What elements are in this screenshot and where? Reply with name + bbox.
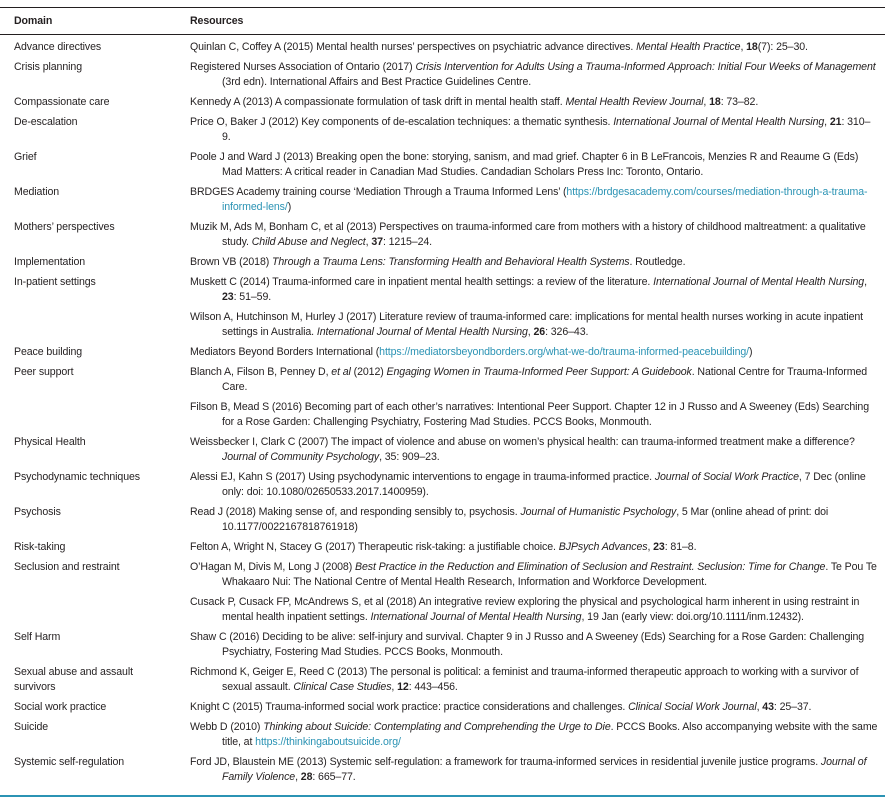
domain-cell: Peace building xyxy=(14,346,83,358)
text: : 326–43. xyxy=(545,326,589,338)
text: : 73–82. xyxy=(720,96,759,108)
resource-entry xyxy=(190,435,878,465)
domain-cell: Mothers’ perspectives xyxy=(14,221,115,233)
resource-entry xyxy=(190,40,878,55)
resource-entry xyxy=(190,60,878,90)
domain-cell: In-patient settings xyxy=(14,276,96,288)
resources-cell xyxy=(190,40,878,55)
domain-cell: Compassionate care xyxy=(14,96,110,108)
resource-link[interactable]: https://mediatorsbeyondborders.org/what-we-do/trauma-informed-peacebuilding/ xyxy=(379,346,750,358)
italic-text: Clinical Social Work Journal xyxy=(628,701,757,713)
text: Felton A, Wright N, Stacey G (2017) Therapeutic risk-taking: a justifiable choice. xyxy=(190,541,559,553)
bold-text: 12 xyxy=(397,681,409,693)
resources-cell xyxy=(190,255,878,270)
table-row xyxy=(14,665,878,695)
text: Weissbecker I, Clark C (2007) The impact of violence and abuse on women’s physical health: can trauma-informed treatment make a difference? xyxy=(190,436,855,448)
bold-text: 23 xyxy=(222,291,234,303)
resources-cell xyxy=(190,755,878,785)
bold-text: 18 xyxy=(746,41,758,53)
text: , xyxy=(527,326,534,338)
text: , 19 Jan (early view: doi.org/10.1111/inm.12432). xyxy=(581,611,804,623)
italic-text: Journal of Family Violence xyxy=(222,756,867,783)
table-row xyxy=(14,345,878,360)
domain-cell: Mediation xyxy=(14,186,60,198)
text: Cusack P, Cusack FP, McAndrews S, et al (2018) An integrative review exploring the physical and psychological harm inherent in using restraint in mental health inpatient settings. xyxy=(190,596,860,623)
table-row xyxy=(14,435,878,465)
text: Richmond K, Geiger E, Reed C (2013) The personal is political: a feminist and trauma-informed therapeutic approach to working with a survivor of sexual assault. xyxy=(190,666,859,693)
bold-text: 23 xyxy=(653,541,665,553)
text: : 310–9. xyxy=(222,116,871,143)
italic-text: Crisis Intervention for Adults Using a Trauma-Informed Approach: Initial Four Weeks of Management xyxy=(415,61,876,73)
resources-cell xyxy=(190,665,878,695)
text: , xyxy=(365,236,372,248)
bold-text: 43 xyxy=(762,701,774,713)
italic-text: International Journal of Mental Health Nursing xyxy=(316,326,528,338)
italic-text: Mental Health Practice xyxy=(636,41,741,53)
resources-cell xyxy=(190,630,878,660)
resource-entry xyxy=(190,345,878,360)
resources-cell xyxy=(190,720,878,750)
text: Muskett C (2014) Trauma-informed care in inpatient mental health settings: a review of the literature. xyxy=(190,276,654,288)
resource-entry xyxy=(190,185,878,215)
domain-cell: Psychodynamic techniques xyxy=(14,471,140,483)
domain-cell: Social work practice xyxy=(14,701,107,713)
resource-entry xyxy=(190,220,878,250)
table-row xyxy=(14,720,878,750)
table-row xyxy=(14,60,878,90)
resources-cell xyxy=(190,435,878,465)
domain-cell: Self Harm xyxy=(14,631,61,643)
resources-cell xyxy=(190,220,878,250)
resources-cell xyxy=(190,95,878,110)
table-row xyxy=(14,275,878,340)
text: . Te Pou Te Whakaaro Nui: The National Centre of Mental Health Research, Information and Workforce Development. xyxy=(222,561,877,588)
resource-entry xyxy=(190,755,878,785)
text: ) xyxy=(749,346,753,358)
domain-cell: Sexual abuse and assault survivors xyxy=(14,666,133,693)
resource-entry xyxy=(190,365,878,395)
text: Poole J and Ward J (2013) Breaking open the bone: storying, sanism, and mad grief. Chapter 6 in B LeFrancois, Menzies R and Reaume G (Eds) Mad Matters: A critical reader in Canadian Mad Studies. Candadian Scholars Press Inc: Toronto, Ontario. xyxy=(190,151,859,178)
text: Mediators Beyond Borders International ( xyxy=(190,346,380,358)
domain-cell: Peer support xyxy=(14,366,74,378)
domain-cell: Psychosis xyxy=(14,506,61,518)
table-row xyxy=(14,505,878,535)
italic-text: et al xyxy=(331,366,354,378)
text: ) xyxy=(287,201,292,213)
resource-entry xyxy=(190,665,878,695)
italic-text: Mental Health Review Journal xyxy=(565,96,704,108)
text: , xyxy=(740,41,747,53)
text: : 51–59. xyxy=(233,291,272,303)
domain-cell: Systemic self-regulation xyxy=(14,756,125,768)
italic-text: BJPsych Advances xyxy=(558,541,648,553)
table-row xyxy=(14,115,878,145)
text: Alessi EJ, Kahn S (2017) Using psychodynamic interventions to engage in trauma-informed practice. xyxy=(190,471,655,483)
resources-cell xyxy=(190,365,878,430)
text: Knight C (2015) Trauma-informed social work practice: practice considerations and challenges. xyxy=(190,701,629,713)
italic-text: Child Abuse and Neglect xyxy=(251,236,366,248)
table-row xyxy=(14,220,878,250)
text: . Routledge. xyxy=(629,256,686,268)
text: O’Hagan M, Divis M, Long J (2008) xyxy=(190,561,355,573)
domain-cell: Seclusion and restraint xyxy=(14,561,120,573)
table-row xyxy=(14,630,878,660)
italic-text: International Journal of Mental Health Nursing xyxy=(613,116,825,128)
italic-text: Journal of Social Work Practice xyxy=(654,471,799,483)
bold-text: 21 xyxy=(829,116,842,128)
text: , 7 Dec (online only: doi: 10.1080/02650533.2017.1400959). xyxy=(222,471,866,498)
table-row xyxy=(14,755,878,785)
text: : 1215–24. xyxy=(382,236,433,248)
table-row xyxy=(14,150,878,180)
resources-cell xyxy=(190,185,878,215)
resource-entry xyxy=(190,275,878,305)
resource-entry xyxy=(190,400,878,430)
text: , 35: 909–23. xyxy=(379,451,440,463)
table-row xyxy=(14,255,878,270)
resources-cell xyxy=(190,345,878,360)
table-row xyxy=(14,700,878,715)
resource-entry xyxy=(190,720,878,750)
italic-text: International Journal of Mental Health Nursing xyxy=(370,611,582,623)
resources-cell xyxy=(190,560,878,625)
resource-entry xyxy=(190,595,878,625)
domain-cell: Advance directives xyxy=(14,41,102,53)
italic-text: Engaging Women in Trauma-Informed Peer Support: A Guidebook xyxy=(386,366,692,378)
resource-link[interactable]: https://thinkingaboutsuicide.org/ xyxy=(255,736,401,748)
text: : 81–8. xyxy=(664,541,697,553)
text: (7): 25–30. xyxy=(757,41,808,53)
resource-link[interactable]: https://brdgesacademy.com/courses/mediation-through-a-trauma-informed-lens/ xyxy=(222,186,868,213)
text: , xyxy=(703,96,710,108)
text: Shaw C (2016) Deciding to be alive: self-injury and survival. Chapter 9 in J Russo and A Sweeney (Eds) Searching for a Rose Garden: Challenging Psychiatry, Fostering Mad Studies. PCCS Books, Monmouth. xyxy=(190,631,865,658)
resource-entry xyxy=(190,700,878,715)
domain-cell: Crisis planning xyxy=(14,61,82,73)
domain-cell: Grief xyxy=(14,151,37,163)
resources-cell xyxy=(190,150,878,180)
text: . PCCS Books. Also accompanying website with the same title, at xyxy=(222,721,878,748)
italic-text: Thinking about Suicide: Contemplating and Comprehending the Urge to Die xyxy=(263,721,611,733)
table-row xyxy=(14,365,878,430)
resource-entry xyxy=(190,630,878,660)
domain-cell: Physical Health xyxy=(14,436,86,448)
table-row xyxy=(14,40,878,55)
table-row xyxy=(14,540,878,555)
text: Ford JD, Blaustein ME (2013) Systemic self-regulation: a framework for trauma-informed services in residential juvenile justice programs. xyxy=(190,756,821,768)
text: (3rd edn). International Affairs and Best Practice Guidelines Centre. xyxy=(222,76,532,88)
italic-text: Clinical Case Studies xyxy=(293,681,392,693)
italic-text: Journal of Community Psychology xyxy=(222,451,380,463)
table-row xyxy=(14,95,878,110)
table-row xyxy=(14,470,878,500)
column-header-resources: Resources xyxy=(190,15,244,27)
resources-cell xyxy=(190,60,878,90)
text: , xyxy=(647,541,654,553)
resources-cell xyxy=(190,115,878,145)
text: : 25–37. xyxy=(773,701,812,713)
resource-entry xyxy=(190,255,878,270)
resource-entry xyxy=(190,150,878,180)
text: , xyxy=(864,276,867,288)
resources-cell xyxy=(190,470,878,500)
text: . National Centre for Trauma-Informed Care. xyxy=(222,366,868,393)
text: : 443–456. xyxy=(408,681,458,693)
resource-entry xyxy=(190,115,878,145)
text: , xyxy=(295,771,301,783)
italic-text: Through a Trauma Lens: Transforming Health and Behavioral Health Systems xyxy=(272,256,630,268)
text: (2012) xyxy=(353,366,387,378)
text: , xyxy=(391,681,398,693)
resources-cell xyxy=(190,275,878,340)
resources-cell xyxy=(190,700,878,715)
text: Webb D (2010) xyxy=(190,721,264,733)
resource-entry xyxy=(190,505,878,535)
resource-entry xyxy=(190,470,878,500)
domain-cell: Suicide xyxy=(14,721,49,733)
domain-cell: Risk-taking xyxy=(14,541,66,553)
resources-cell xyxy=(190,505,878,535)
resource-entry xyxy=(190,95,878,110)
italic-text: Journal of Humanistic Psychology xyxy=(520,506,677,518)
text: Filson B, Mead S (2016) Becoming part of each other’s narratives: Intentional Peer Support. Chapter 12 in J Russo and A Sweeney (Eds) Searching for a Rose Garden: Challenging Psychiatry, Fostering Mad Studies. PCCS Books, Monmouth. xyxy=(190,401,869,428)
text: Brown VB (2018) xyxy=(190,256,273,268)
bold-text: 37 xyxy=(371,236,383,248)
italic-text: International Journal of Mental Health Nursing xyxy=(653,276,865,288)
table-row xyxy=(14,185,878,215)
text: , 5 Mar (online ahead of print: doi 10.1177/0022167818761918) xyxy=(222,506,829,533)
text: Wilson A, Hutchinson M, Hurley J (2017) Literature review of trauma-informed care: implications for mental health nurses working in acute inpatient settings in Australia. xyxy=(190,311,864,338)
bold-text: 28 xyxy=(300,771,313,783)
text: , xyxy=(756,701,763,713)
domain-cell: Implementation xyxy=(14,256,86,268)
text: Read J (2018) Making sense of, and responding sensibly to, psychosis. xyxy=(190,506,521,518)
text: Blanch A, Filson B, Penney D, xyxy=(190,366,332,378)
domain-cell: De-escalation xyxy=(14,116,78,128)
text: Price O, Baker J (2012) Key components of de-escalation techniques: a thematic synthesis. xyxy=(190,116,614,128)
text: BRDGES Academy training course ‘Mediation Through a Trauma Informed Lens’ ( xyxy=(190,186,567,198)
column-header-domain: Domain xyxy=(14,15,53,27)
table-row xyxy=(14,560,878,625)
text: Muzik M, Ads M, Bonham C, et al (2013) Perspectives on trauma-informed care from mothers with a history of childhood maltreatment: a qualitative study. xyxy=(190,221,866,248)
text: Registered Nurses Association of Ontario (2017) xyxy=(190,61,416,73)
resource-entry xyxy=(190,560,878,590)
bold-text: 26 xyxy=(533,326,546,338)
text: Quinlan C, Coffey A (2015) Mental health nurses’ perspectives on psychiatric advance directives. xyxy=(190,41,637,53)
text: , xyxy=(824,116,830,128)
resource-entry xyxy=(190,540,878,555)
resource-entry xyxy=(190,310,878,340)
italic-text: Best Practice in the Reduction and Elimination of Seclusion and Restraint. Seclusion: Time for Change xyxy=(355,561,826,573)
resources-cell xyxy=(190,540,878,555)
table-body xyxy=(0,35,885,785)
bold-text: 18 xyxy=(709,96,721,108)
text: Kennedy A (2013) A compassionate formulation of task drift in mental health staff. xyxy=(190,96,566,108)
text: : 665–77. xyxy=(312,771,356,783)
table-header-row xyxy=(0,8,885,35)
